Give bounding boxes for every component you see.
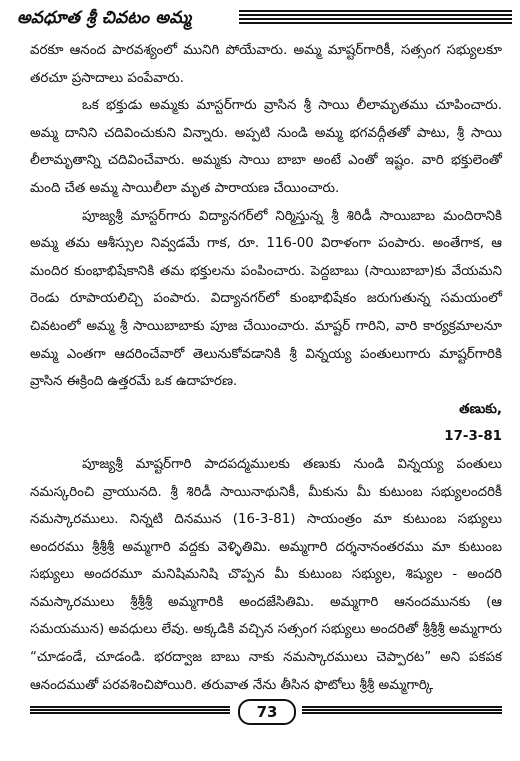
paragraph-sai-leelamrutham: ఒక భక్తుడు అమ్మకు మాస్టర్‌గారు వ్రాసిన శ్రీ సాయి లీలామృతము చూపించారు. అమ్మ దానిని చదివించుకుని విన్నారు. అప్పటి నుండి అమ్మ భగవద్గీతతో పాటు, శ్రీ సాయి లీలామృతాన్ని చదివించేవారు. అమ్మకు సాయి బాబా అంటే ఎంతో ఇష్టం. వారి భక్తులెంతో మంది చేత అమ్మ సాయిలీలా మృత పారాయణ చేయించారు. [30, 98, 502, 196]
paragraph-vidyanagar-temple: పూజ్యశ్రీ మాస్టర్‌గారు విద్యానగర్‌లో నిర్మిస్తున్న శ్రీ శిరిడీ సాయిబాబ మందిరానికి అమ్మ తమ ఆశీస్సుల నివ్వడమే గాక, రూ. 116-00 విరాళంగా పంపారు. అంతేగాక, ఆ మందిర కుంభాభిషేకానికి తమ భక్తులను పంపించారు. పెద్దబాబు (సాయిబాబా)కు వేయమని రెండు రూపాయలిచ్చి పంపారు. విద్యానగర్‌లో కుంభాభిషేకం జరుగుతున్న సమయంలో చివటంలో అమ్మ శ్రీ సాయిబాబాకు పూజ చేయించారు. మాష్టర్ గారిని, వారి కార్యక్రమాలనూ అమ్మ ఎంతగా ఆదరించేవారో తెలునుకోవడానికి శ్రీ విన్నయ్య పంతులుగారు మాష్టర్‌గారికి వ్రాసిన ఈక్రింది ఉత్తరమే ఒక ఉదాహరణ. [30, 208, 502, 390]
letter-place: తణుకు, [459, 401, 502, 417]
header-rule-lines [239, 10, 512, 26]
paragraph-continuation: వరకూ ఆనంద పారవశ్యంలో మునిగి పోయేవారు. అమ్మ మాష్టర్‌గారికీ, సత్సంగ సభ్యులకూ తరచూ ప్రసాదాలు పంపేవారు. [30, 43, 502, 86]
footer-rule-left [30, 706, 230, 714]
letter-date: 17-3-81 [444, 429, 502, 445]
page-number: 73 [238, 699, 296, 725]
page-footer [30, 699, 502, 723]
letter-body: పూజ్యశ్రీ మాష్టర్‌గారి పాదపద్మములకు తణుకు నుండి విన్నయ్య పంతులు నమస్కరించి వ్రాయునది. శ్రీ శిరిడీ సాయినాథునికీ, మీకును మీ కుటుంబ సభ్యులందరికీ నమస్కారములు. నిన్నటి దినమున (16-3-81) సాయంత్రం మా కుటుంబ సభ్యులు అందరము శ్రీశ్రీశ్రీ అమ్మగారి వద్దకు వెళ్ళితిమి. అమ్మగారి దర్శనానంతరము మా కుటుంబ సభ్యులు అందరమూ మనిషిమనిషి చొప్పన మీ కుటుంబ సభ్యుల, శిష్యుల - అందరి నమస్కారములు శ్రీశ్రీశ్రీ అమ్మగారికి అందజేసితిమి. అమ్మగారి ఆనందమునకు (ఆ సమయమున) అవధులు లేవు. అక్కడికి వచ్చిన సత్సంగ సభ్యులు అందరితో శ్రీశ్రీశ్రీ అమ్మగారు “చూడండే, చూడండి. భరద్వాజ బాబు నాకు నమస్కారములు చెప్పారట” అని పకపక ఆనందముతో పరవశించిపోయిరి. తరువాత నేను తీసిన ఫొటోలు శ్రీశ్రీ అమ్మగార్కి [30, 456, 502, 693]
page-body [30, 37, 502, 699]
running-header [17, 6, 512, 32]
footer-rule-right [302, 706, 502, 714]
book-title: అవధూత శ్రీ చివటం అమ్మ [17, 8, 192, 28]
